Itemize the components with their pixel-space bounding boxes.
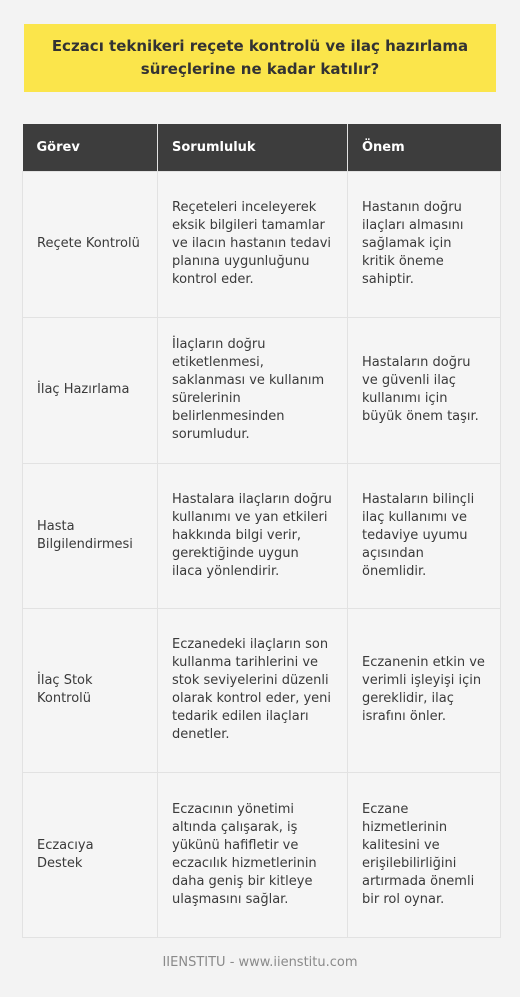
page-title: Eczacı teknikeri reçete kontrolü ve ilaç hazırlama süreçlerine ne kadar katılır? — [51, 37, 469, 78]
header-responsibility: Sorumluluk — [158, 124, 348, 171]
cell-importance: Eczane hizmetlerinin kalitesini ve erişilebilirliğini artırmada önemli bir rol oynar. — [348, 772, 501, 937]
cell-importance: Hastanın doğru ilaçları almasını sağlamak için kritik öneme sahiptir. — [348, 171, 501, 317]
title-banner — [24, 24, 496, 92]
cell-responsibility: Reçeteleri inceleyerek eksik bilgileri tamamlar ve ilacın hastanın tedavi planına uygunluğunu kontrol eder. — [158, 171, 348, 317]
cell-responsibility: Hastalara ilaçların doğru kullanımı ve yan etkileri hakkında bilgi verir, gerektiğinde uygun ilaca yönlendirir. — [158, 463, 348, 608]
cell-task: İlaç Stok Kontrolü — [23, 608, 158, 772]
cell-task: İlaç Hazırlama — [23, 317, 158, 463]
table-row — [23, 463, 501, 608]
cell-task: Hasta Bilgilendirmesi — [23, 463, 158, 608]
cell-responsibility: İlaçların doğru etiketlenmesi, saklanması ve kullanım sürelerinin belirlenmesinden sorumludur. — [158, 317, 348, 463]
cell-responsibility: Eczacının yönetimi altında çalışarak, iş yükünü hafifletir ve eczacılık hizmetlerinin daha geniş bir kitleye ulaşmasını sağlar. — [158, 772, 348, 937]
table-header-row — [23, 124, 501, 171]
cell-task: Eczacıya Destek — [23, 772, 158, 937]
table-row — [23, 608, 501, 772]
cell-importance: Hastaların bilinçli ilaç kullanımı ve tedaviye uyumu açısından önemlidir. — [348, 463, 501, 608]
cell-responsibility: Eczanedeki ilaçların son kullanma tarihlerini ve stok seviyelerini düzenli olarak kontrol eder, yeni tedarik edilen ilaçları denetler. — [158, 608, 348, 772]
header-importance: Önem — [348, 124, 501, 171]
table-row — [23, 772, 501, 937]
cell-task: Reçete Kontrolü — [23, 171, 158, 317]
cell-importance: Eczanenin etkin ve verimli işleyişi için gereklidir, ilaç israfını önler. — [348, 608, 501, 772]
header-task: Görev — [23, 124, 158, 171]
duties-table — [22, 124, 501, 938]
table-row — [23, 317, 501, 463]
cell-importance: Hastaların doğru ve güvenli ilaç kullanımı için büyük önem taşır. — [348, 317, 501, 463]
footer-credit: IIENSTITU - www.iienstitu.com — [162, 955, 358, 970]
table-row — [23, 171, 501, 317]
